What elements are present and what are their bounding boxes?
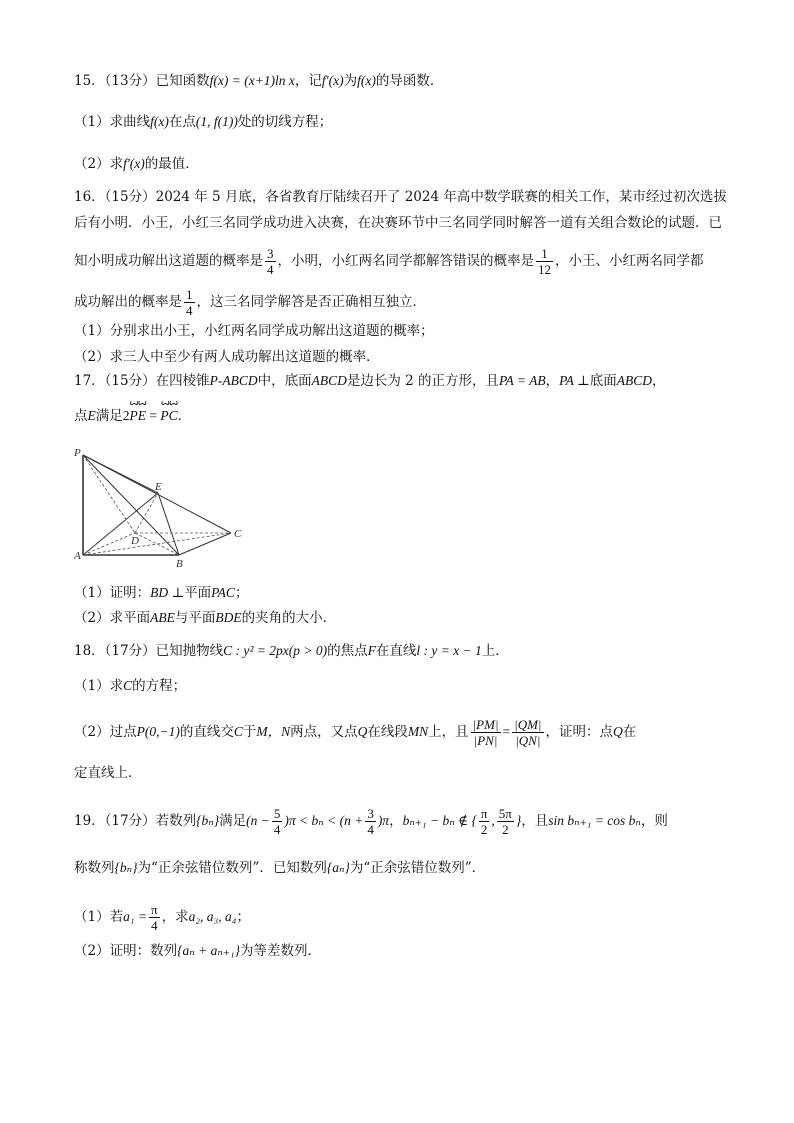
p18-q2-cont: 定直线上． [74, 765, 142, 781]
p19-q2: （2）证明：数列{aₙ + aₙ₊₁}为等差数列． [74, 943, 322, 959]
p15-line1: 15．（13分）已知函数f(x) = (x+1)ln x，记f′(x)为f(x)的导函数． [74, 73, 444, 89]
p17-line2: 点E满足2 ꙍꙍ PE = ꙍꙍ PC． [74, 397, 192, 424]
label-P: P [74, 447, 81, 459]
p17-q2: （2）求平面ABE与平面BDE的夹角的大小． [74, 610, 337, 626]
p15-q1: （1）求曲线f(x)在点(1, f(1))处的切线方程； [74, 114, 333, 130]
p17-line1: 17．（15分）在四棱锥P-ABCD中，底面ABCD是边长为 2 的正方形，且PA = AB，PA ⊥底面ABCD， [74, 373, 666, 389]
p16-q2: （2）求三人中至少有两人成功解出这道题的概率． [74, 349, 380, 365]
p16-line1: 16．（15分）2024 年 5 月底，各省教育厅陆续召开了 2024 年高中数学联赛的相关工作，某市经过初次选拔 [74, 189, 727, 205]
p18-q1: （1）求C的方程； [74, 678, 187, 694]
p19-line2: 称数列{bₙ}为“正余弦错位数列”．已知数列{aₙ}为“正余弦错位数列”． [74, 860, 486, 876]
p19-q1: （1）若a₁ = $\frac{\pi}{4}$ ，求a₂, a₃, a₄； [74, 902, 250, 933]
ratio-pm-pn: $\frac{|PM|}{|PN|}$ [472, 717, 499, 748]
ratio-qm-qn: $\frac{|QM|}{|QN|}$ [514, 717, 542, 748]
p16-line3: 知小明成功解出这道题的概率是 $\frac{3}{4}$ ，小明，小红两名同学都解答错误的概率是 $\frac{1}{12}$ ，小王、小红两名同学都 [74, 246, 704, 277]
p19-line1: 19．（17分）若数列{bₙ}满足(n − $\frac{5}{4}$ )π < bₙ < (n + $\frac{3}{4}$ )π，bₙ₊₁ − bₙ ∉ { $\frac{\pi}{2}$ , $\frac{5\pi}{2}$ }，且sin bₙ₊₁ = cos bₙ，则 [74, 806, 668, 837]
label-D: D [131, 535, 139, 547]
p18-line1: 18．（17分）已知抛物线C : y² = 2px(p > 0)的焦点F在直线l : y = x − 1上． [74, 643, 509, 659]
fraction-1-4: $\frac{1}{4}$ [186, 287, 193, 318]
label-A: A [74, 550, 81, 562]
label-E: E [155, 481, 162, 493]
pyramid-figure [72, 446, 252, 570]
label-C: C [234, 528, 242, 540]
p15-q2: （2）求f′(x)的最值． [74, 156, 199, 172]
p16-line2: 后有小明．小王，小红三名同学成功进入决赛，在决赛环节中三名同学同时解答一道有关组合数论的试题．已 [74, 215, 722, 231]
fraction-3-4: $\frac{3}{4}$ [267, 246, 274, 277]
p18-q2: （2）过点P(0,−1)的直线交C于M，N两点，又点Q在线段MN上，且 $\frac{|PM|}{|PN|}$ = $\frac{|QM|}{|QN|}$ ，证明：点Q在 [74, 717, 637, 748]
label-B: B [176, 558, 183, 570]
p17-q1: （1）证明：BD ⊥平面PAC； [74, 585, 249, 601]
p16-line4: 成功解出的概率是 $\frac{1}{4}$ ，这三名同学解答是否正确相互独立． [74, 287, 426, 318]
p16-q1: （1）分别求出小王，小红两名同学成功解出这道题的概率； [74, 323, 434, 339]
fraction-1-12: $\frac{1}{12}$ [538, 246, 551, 277]
